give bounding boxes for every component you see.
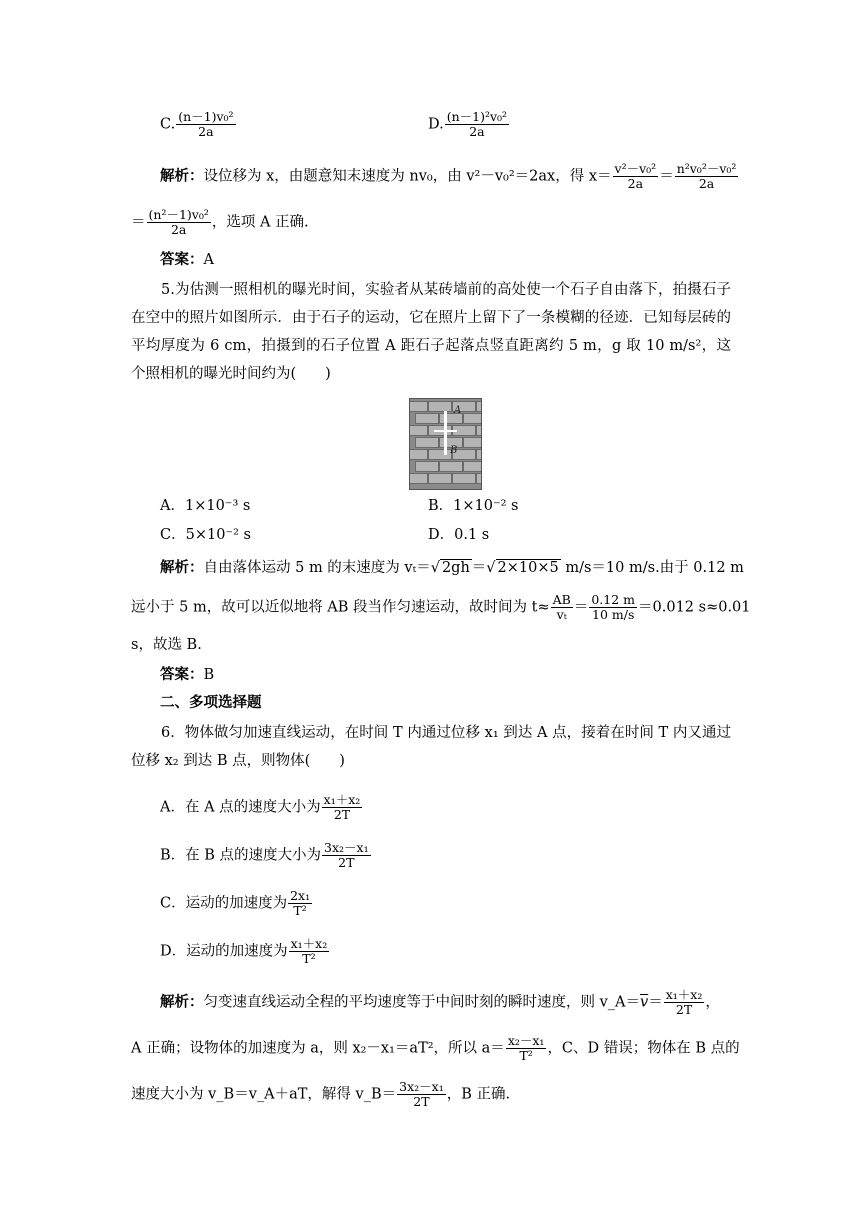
answer-value: B bbox=[203, 667, 215, 683]
formula-fraction bbox=[551, 593, 573, 622]
equals-sign: ＝ bbox=[659, 168, 674, 185]
fraction-denominator: vₜ bbox=[556, 607, 567, 622]
option-text: D．运动的加速度为 bbox=[160, 943, 288, 960]
analysis-text: ，B 正确. bbox=[446, 1086, 511, 1103]
q4-analysis-line2 bbox=[131, 208, 309, 237]
q6-option-a bbox=[160, 793, 363, 822]
fraction-numerator: AB bbox=[552, 592, 571, 607]
formula-fraction bbox=[288, 889, 312, 918]
brick-wall-photo bbox=[409, 398, 482, 490]
fraction-denominator: 2a bbox=[627, 176, 644, 191]
formula-fraction bbox=[147, 208, 211, 237]
q5-analysis-line1: 解析：自由落体运动 5 m 的末速度为 vₜ＝√ 2gh ＝√ 2×10×5 m/s＝10 m/s.由于 0.12 m bbox=[160, 559, 744, 576]
q4-option-d-numerator: (n－1)²v₀² bbox=[446, 109, 508, 124]
trail-marker bbox=[434, 430, 457, 432]
formula-fraction bbox=[589, 593, 637, 622]
analysis-label: 解析： bbox=[160, 167, 204, 185]
figure-label-a: A bbox=[454, 405, 462, 416]
fraction-denominator: 2T bbox=[338, 855, 355, 870]
fraction-denominator: T² bbox=[293, 903, 307, 918]
fraction-denominator: 2T bbox=[333, 807, 351, 822]
analysis-text: 设位移为 x，由题意知末速度为 nv₀，由 v²－v₀²＝2ax，得 x＝ bbox=[203, 168, 612, 185]
fraction-numerator: 3x₂－x₁ bbox=[399, 1079, 444, 1094]
q4-option-c-denominator: 2a bbox=[198, 124, 214, 139]
q5-analysis-line3: s，故选 B. bbox=[131, 637, 202, 653]
fraction-denominator: 10 m/s bbox=[592, 607, 635, 622]
equals-sign: ＝ bbox=[471, 560, 487, 576]
fraction-denominator: 2T bbox=[413, 1094, 430, 1109]
equals-sign: ＝ bbox=[648, 994, 663, 1011]
analysis-label: 解析： bbox=[160, 559, 204, 576]
option-text: C．运动的加速度为 bbox=[160, 895, 288, 912]
analysis-text: ，选项 A 正确. bbox=[211, 214, 309, 231]
option-text: B．在 B 点的速度大小为 bbox=[160, 847, 322, 864]
fraction-numerator: x₂－x₁ bbox=[507, 1033, 545, 1048]
q4-option-d-label: D. bbox=[428, 116, 444, 133]
q4-option-d bbox=[428, 110, 510, 139]
analysis-text: A 正确；设物体的加速度为 a，则 x₂－x₁＝aT²，所以 a＝ bbox=[131, 1040, 505, 1057]
fraction-numerator: 0.12 m bbox=[591, 592, 636, 607]
fraction-numerator: (n²－1)v₀² bbox=[148, 207, 209, 222]
equals-sign: ＝ bbox=[131, 214, 146, 231]
q4-option-c-numerator: (n－1)v₀² bbox=[178, 109, 234, 124]
analysis-label: 解析： bbox=[160, 993, 204, 1011]
q5-option-b: B．1×10⁻² s bbox=[428, 498, 519, 514]
sqrt-expression: 2×10×5 bbox=[497, 560, 559, 576]
fraction-denominator: 2a bbox=[170, 222, 187, 237]
fraction-numerator: n²v₀²－v₀² bbox=[676, 161, 737, 176]
q6-analysis-line1 bbox=[160, 988, 720, 1017]
formula-fraction bbox=[675, 162, 739, 191]
q4-option-c-fraction bbox=[176, 110, 235, 139]
fraction-numerator: 3x₂－x₁ bbox=[324, 840, 369, 855]
fraction-denominator: 2a bbox=[698, 176, 715, 191]
analysis-text: ， bbox=[705, 994, 720, 1011]
analysis-text: 自由落体运动 5 m 的末速度为 vₜ＝ bbox=[203, 560, 431, 576]
formula-fraction bbox=[506, 1034, 547, 1063]
q5-question: 5.为估测一照相机的曝光时间，实验者从某砖墙前的高处使一个石子自由落下，拍摄石子在空中的照片如图所示．由于石子的运动，它在照片上留下了一条模糊的径迹．已知每层砖的平均厚度为 6 cm，拍摄到的石子位置 A 距石子起落点竖直距离约 5 m，g 取 10 m/s²，这个照相机的曝光时间约为( ) bbox=[131, 282, 731, 382]
q6-option-b bbox=[160, 841, 372, 870]
answer-value: A bbox=[203, 252, 214, 268]
q6-option-c bbox=[160, 889, 313, 918]
q5-answer bbox=[160, 665, 214, 685]
equals-sign: ＝ bbox=[573, 599, 589, 616]
q4-option-c-label: C. bbox=[160, 116, 176, 133]
analysis-text: m/s＝10 m/s.由于 0.12 m bbox=[560, 560, 744, 576]
fraction-numerator: x₁＋x₂ bbox=[665, 987, 703, 1002]
section-title: 二、多项选择题 bbox=[160, 694, 262, 711]
q5-option-c: C．5×10⁻² s bbox=[160, 527, 251, 543]
q4-option-c bbox=[160, 110, 237, 139]
analysis-text: ＝0.012 s≈0.01 bbox=[638, 599, 751, 616]
formula-fraction bbox=[322, 841, 371, 870]
q4-answer bbox=[160, 250, 214, 270]
fraction-numerator: x₁＋x₂ bbox=[290, 936, 328, 951]
fraction-numerator: 2x₁ bbox=[290, 888, 311, 903]
analysis-text: 速度大小为 v_B＝v_A＋aT，解得 v_B＝ bbox=[131, 1086, 397, 1103]
sqrt-expression: 2gh bbox=[441, 560, 470, 576]
fraction-denominator: T² bbox=[519, 1048, 533, 1063]
q6-question: 6．物体做匀加速直线运动，在时间 T 内通过位移 x₁ 到达 A 点，接着在时间 T 内又通过位移 x₂ 到达 B 点，则物体( ) bbox=[131, 725, 731, 769]
answer-label: 答案： bbox=[160, 666, 204, 683]
q6-analysis-line3 bbox=[131, 1080, 510, 1109]
answer-label: 答案： bbox=[160, 251, 204, 268]
q6-analysis-line2 bbox=[131, 1034, 740, 1063]
q4-analysis-line1 bbox=[160, 162, 739, 191]
stone-trail bbox=[444, 411, 447, 455]
figure-label-b: B bbox=[450, 445, 458, 456]
q4-option-d-fraction bbox=[445, 110, 509, 139]
formula-fraction bbox=[289, 937, 330, 966]
formula-fraction bbox=[664, 988, 705, 1017]
q5-option-a: A．1×10⁻³ s bbox=[160, 498, 251, 514]
analysis-text: 匀变速直线运动全程的平均速度等于中间时刻的瞬时速度，则 v_A＝ bbox=[203, 994, 641, 1011]
fraction-numerator: x₁＋x₂ bbox=[323, 792, 361, 807]
average-velocity-symbol: $\overline{v}$ bbox=[640, 994, 649, 1011]
q6-option-d bbox=[160, 937, 330, 966]
formula-fraction bbox=[322, 793, 363, 822]
analysis-text: 远小于 5 m，故可以近似地将 AB 段当作匀速运动，故时间为 t≈ bbox=[131, 599, 550, 616]
q4-option-d-denominator: 2a bbox=[469, 124, 485, 139]
q5-option-d: D．0.1 s bbox=[428, 527, 490, 543]
option-text: A．在 A 点的速度大小为 bbox=[160, 799, 321, 816]
q5-analysis-line2 bbox=[131, 593, 751, 622]
fraction-numerator: v²－v₀² bbox=[614, 161, 657, 176]
formula-fraction bbox=[613, 162, 659, 191]
formula-fraction bbox=[397, 1080, 446, 1109]
fraction-denominator: 2T bbox=[675, 1002, 693, 1017]
fraction-denominator: T² bbox=[302, 951, 316, 966]
analysis-text: ，C、D 错误；物体在 B 点的 bbox=[547, 1040, 740, 1057]
